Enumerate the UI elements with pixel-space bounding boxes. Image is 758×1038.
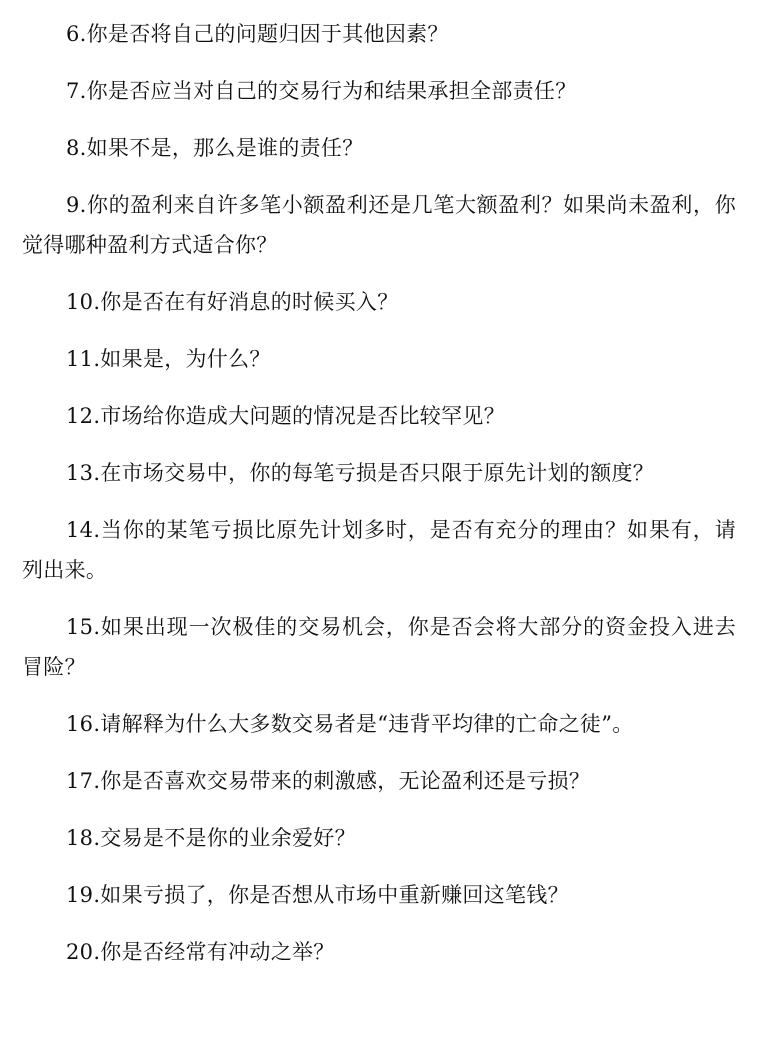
question-20: 20.你是否经常有冲动之举？ xyxy=(66,940,335,964)
question-8: 8.如果不是，那么是谁的责任？ xyxy=(66,136,364,160)
question-17: 17.你是否喜欢交易带来的刺激感，无论盈利还是亏损？ xyxy=(66,769,591,793)
question-18: 18.交易是不是你的业余爱好？ xyxy=(66,826,356,850)
question-9: 9.你的盈利来自许多笔小额盈利还是几笔大额盈利？如果尚未盈利，你觉得哪种盈利方式适合你？ xyxy=(22,193,736,257)
question-13: 13.在市场交易中，你的每笔亏损是否只限于原先计划的额度？ xyxy=(66,461,655,485)
question-12: 12.市场给你造成大问题的情况是否比较罕见？ xyxy=(66,404,505,428)
question-11: 11.如果是，为什么？ xyxy=(66,347,271,371)
question-7: 7.你是否应当对自己的交易行为和结果承担全部责任？ xyxy=(66,79,577,103)
question-14: 14.当你的某笔亏损比原先计划多时，是否有充分的理由？如果有，请列出来。 xyxy=(22,518,736,582)
question-16: 16.请解释为什么大多数交易者是“违背平均律的亡命之徒”。 xyxy=(66,712,634,736)
question-19: 19.如果亏损了，你是否想从市场中重新赚回这笔钱？ xyxy=(66,883,569,907)
question-15: 15.如果出现一次极佳的交易机会，你是否会将大部分的资金投入进去冒险？ xyxy=(22,615,736,679)
question-6: 6.你是否将自己的问题归因于其他因素？ xyxy=(66,22,449,46)
question-10: 10.你是否在有好消息的时候买入？ xyxy=(66,290,399,314)
